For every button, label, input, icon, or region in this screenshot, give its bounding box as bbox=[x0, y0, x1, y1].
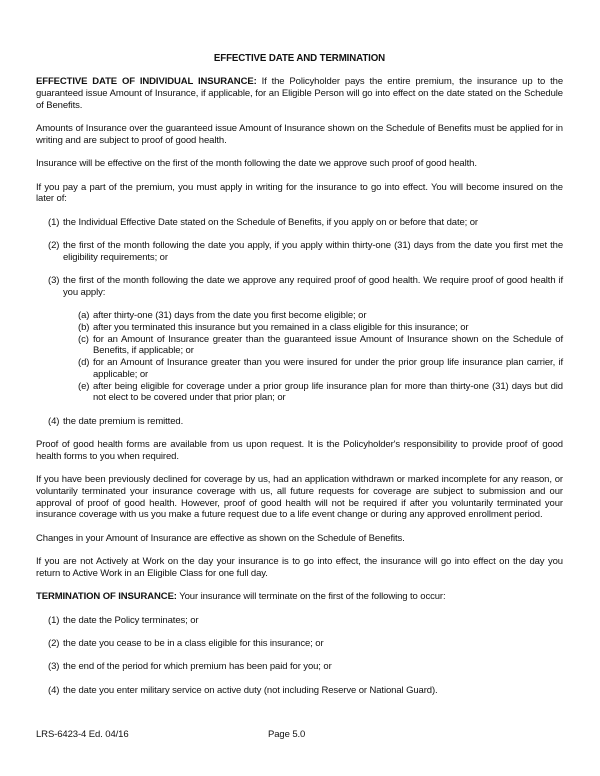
list-item bbox=[48, 217, 563, 229]
sublist-item-text: for an Amount of Insurance greater than you were insured for under the prior group life insurance plan carrier, if applicable; or bbox=[93, 357, 563, 380]
list-item-text: the end of the period for which premium has been paid for you; or bbox=[63, 661, 332, 673]
list-item-number: (1) bbox=[48, 216, 60, 228]
list-item-text: the date you enter military service on active duty (not including Reserve or National Guard). bbox=[63, 684, 438, 696]
sublist-item-letter: (d) bbox=[78, 357, 90, 369]
paragraph-termination-lead bbox=[36, 591, 563, 603]
section-heading-effective-date: EFFECTIVE DATE OF INDIVIDUAL INSURANCE: bbox=[36, 76, 257, 88]
paragraph-declined: If you have been previously declined for coverage by us, had an application withdrawn or marked incomplete for any reason, or voluntarily terminated your insurance coverage with us, all future requests for coverage are subject to submission and our approval of proof of good health. However, proof of good health will not be required if after you voluntarily terminated your insurance coverage with us you make a future request due to a life event change or during any approved enrollment period. bbox=[36, 474, 563, 521]
list-item-number: (3) bbox=[48, 275, 60, 287]
sublist-item bbox=[78, 357, 563, 380]
list-item bbox=[48, 638, 563, 650]
later-of-list bbox=[36, 217, 563, 428]
sublist-item bbox=[78, 334, 563, 357]
list-item-text: the first of the month following the date we approve any required proof of good health. We require proof of good health if you apply: bbox=[63, 275, 563, 298]
sublist-item-text: after thirty-one (31) days from the date you first become eligible; or bbox=[93, 310, 367, 322]
paragraph-text: Your insurance will terminate on the first of the following to occur: bbox=[179, 591, 446, 603]
paragraph-actively-at-work: If you are not Actively at Work on the day your insurance is to go into effect, the insurance will go into effect on the day you return to Active Work in an Eligible Class for one full day. bbox=[36, 556, 563, 579]
sublist-item-letter: (a) bbox=[78, 310, 90, 322]
page-footer bbox=[36, 729, 563, 741]
list-item bbox=[48, 275, 563, 298]
sublist-item bbox=[78, 310, 563, 322]
list-item-number: (2) bbox=[48, 637, 60, 649]
sublist-item-letter: (c) bbox=[78, 333, 89, 345]
sublist-item-text: after you terminated this insurance but you remained in a class eligible for this insurance; or bbox=[93, 322, 469, 334]
list-item bbox=[48, 240, 563, 263]
list-item-number: (2) bbox=[48, 240, 60, 252]
sublist-item-text: for an Amount of Insurance greater than the guaranteed issue Amount of Insurance shown on the Schedule of Benefits, if applicable; or bbox=[93, 333, 563, 357]
sublist-item bbox=[78, 322, 563, 334]
list-item-text: the date the Policy terminates; or bbox=[63, 614, 199, 626]
page-number: Page 5.0 bbox=[268, 729, 306, 740]
sublist-item-text: after being eligible for coverage under a prior group life insurance plan for more than thirty-one (31) days but did not elect to be covered under that prior plan; or bbox=[93, 380, 563, 404]
section-heading-termination: TERMINATION OF INSURANCE: bbox=[36, 591, 177, 603]
list-item bbox=[48, 615, 563, 627]
form-number: LRS-6423-4 Ed. 04/16 bbox=[36, 729, 129, 740]
list-item-number: (4) bbox=[48, 415, 60, 427]
paragraph-effective-date-lead bbox=[36, 76, 563, 111]
sublist-item bbox=[78, 381, 563, 404]
page-title: EFFECTIVE DATE AND TERMINATION bbox=[213, 53, 386, 64]
list-item-number: (1) bbox=[48, 614, 60, 626]
list-item-text: the Individual Effective Date stated on the Schedule of Benefits, if you apply on or before that date; or bbox=[63, 216, 478, 228]
list-item-text: the first of the month following the date you apply, if you apply within thirty-one (31) days from the date you first met the eligibility requirements; or bbox=[63, 240, 563, 263]
sublist-item-letter: (e) bbox=[78, 380, 90, 392]
list-item bbox=[48, 685, 563, 697]
paragraph-changes: Changes in your Amount of Insurance are effective as shown on the Schedule of Benefits. bbox=[36, 532, 405, 544]
paragraph-proof-forms: Proof of good health forms are available from us upon request. It is the Policyholder's responsibility to provide proof of good health forms to you when required. bbox=[36, 439, 563, 462]
sublist-item-letter: (b) bbox=[78, 322, 90, 334]
list-item-number: (4) bbox=[48, 684, 60, 696]
paragraph-amounts: Amounts of Insurance over the guaranteed issue Amount of Insurance shown on the Schedule of Benefits must be applied for in writing and are subject to proof of good health. bbox=[36, 123, 563, 146]
list-item-number: (3) bbox=[48, 661, 60, 673]
paragraph-part-premium: If you pay a part of the premium, you must apply in writing for the insurance to go into effect. You will become insured on the later of: bbox=[36, 181, 563, 205]
paragraph-first-of-month: Insurance will be effective on the first of the month following the date we approve such proof of good health. bbox=[36, 158, 477, 170]
list-item bbox=[48, 661, 563, 673]
list-item-text: the date you cease to be in a class eligible for this insurance; or bbox=[63, 637, 324, 649]
apply-sublist bbox=[36, 310, 563, 404]
termination-list bbox=[36, 615, 563, 697]
list-item bbox=[48, 416, 563, 428]
list-item-text: the date premium is remitted. bbox=[63, 415, 184, 427]
paragraph-text: If the Policyholder pays the entire premium, the insurance up to the guaranteed issue Amount of Insurance, if applicable, for an Eligible Person will go into effect on the date stated on the Schedule of Benefits. bbox=[36, 76, 564, 111]
